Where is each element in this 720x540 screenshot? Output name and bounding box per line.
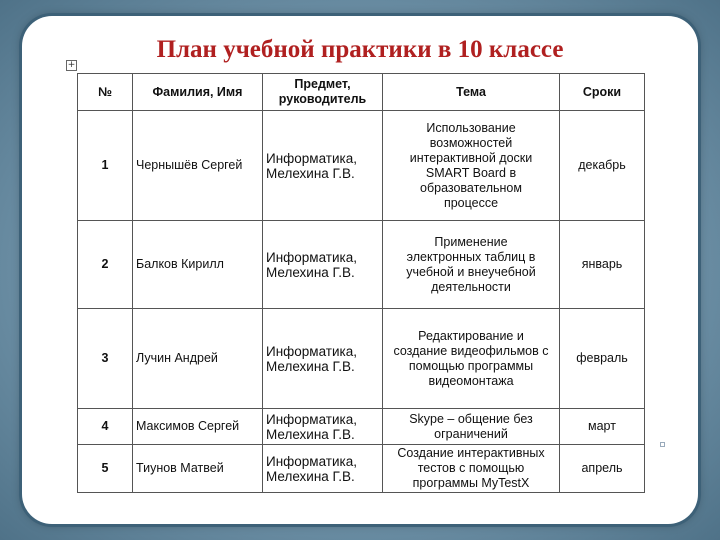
student-name: Тиунов Матвей [133, 445, 263, 493]
topic-line: создание видеофильмов с [393, 343, 549, 358]
topic [383, 445, 560, 493]
table-row [78, 309, 645, 409]
row-number: 1 [78, 111, 133, 221]
topic-line: видеомонтажа [428, 373, 514, 388]
subject-supervisor [263, 309, 383, 409]
term: апрель [560, 445, 645, 493]
student-name: Лучин Андрей [133, 309, 263, 409]
subject-line: Информатика, [266, 249, 357, 265]
topic-line: электронных таблиц в [406, 249, 536, 264]
header-term: Сроки [560, 74, 645, 111]
subject-supervisor [263, 221, 383, 309]
subject-line: Информатика, [266, 453, 357, 469]
topic [383, 409, 560, 445]
subject-line: Мелехина Г.В. [266, 426, 355, 442]
topic-line: программы MyTestX [412, 476, 530, 490]
subject-line: Информатика, [266, 150, 357, 166]
header-number: № [78, 74, 133, 111]
topic-line: возможностей [429, 135, 513, 150]
row-number: 5 [78, 445, 133, 493]
move-cross-icon[interactable]: + [67, 60, 76, 70]
topic-line: учебной и внеучебной [406, 264, 536, 279]
student-name: Балков Кирилл [133, 221, 263, 309]
slide-card [22, 16, 698, 524]
subject-supervisor [263, 409, 383, 445]
topic-line: деятельности [431, 279, 511, 294]
topic-line: Редактирование и [418, 328, 524, 343]
row-number: 3 [78, 309, 133, 409]
subject-line: Информатика, [266, 343, 357, 359]
row-number: 4 [78, 409, 133, 445]
topic-line: Применение [434, 234, 508, 249]
topic-line: образовательном [420, 180, 522, 195]
subject-line: Мелехина Г.В. [266, 165, 355, 181]
header-topic: Тема [383, 74, 560, 111]
table-resize-handle[interactable] [660, 442, 665, 447]
subject-supervisor [263, 445, 383, 493]
term: декабрь [560, 111, 645, 221]
subject-line: Мелехина Г.В. [266, 264, 355, 280]
student-name: Чернышёв Сергей [133, 111, 263, 221]
term: январь [560, 221, 645, 309]
term: март [560, 409, 645, 445]
topic-line: Использование [426, 120, 516, 135]
header-subject [263, 74, 383, 111]
topic-line: ограничений [434, 426, 508, 441]
topic [383, 221, 560, 309]
subject-line: Мелехина Г.В. [266, 468, 355, 484]
header-name: Фамилия, Имя [133, 74, 263, 111]
practice-plan-table [77, 73, 645, 493]
topic-line: процессе [443, 195, 499, 210]
table-row [78, 445, 645, 493]
subject-supervisor [263, 111, 383, 221]
table-header-row [78, 74, 645, 111]
table-row [78, 409, 645, 445]
table-row [78, 111, 645, 221]
subject-line: Мелехина Г.В. [266, 358, 355, 374]
topic-line: тестов с помощью [417, 461, 525, 475]
header-subject-line: Предмет, руководитель [278, 77, 367, 106]
topic [383, 309, 560, 409]
topic-line: помощью программы [408, 358, 534, 373]
topic-line: SMART Board в [425, 165, 517, 180]
table-row [78, 221, 645, 309]
row-number: 2 [78, 221, 133, 309]
subject-line: Информатика, [266, 411, 357, 427]
topic-line: Skype – общение без [409, 411, 533, 426]
student-name: Максимов Сергей [133, 409, 263, 445]
topic [383, 111, 560, 221]
topic-line: интерактивной доски [409, 150, 533, 165]
slide-title: План учебной практики в 10 классе [156, 36, 564, 63]
term: февраль [560, 309, 645, 409]
topic-line: Создание интерактивных [397, 446, 545, 460]
